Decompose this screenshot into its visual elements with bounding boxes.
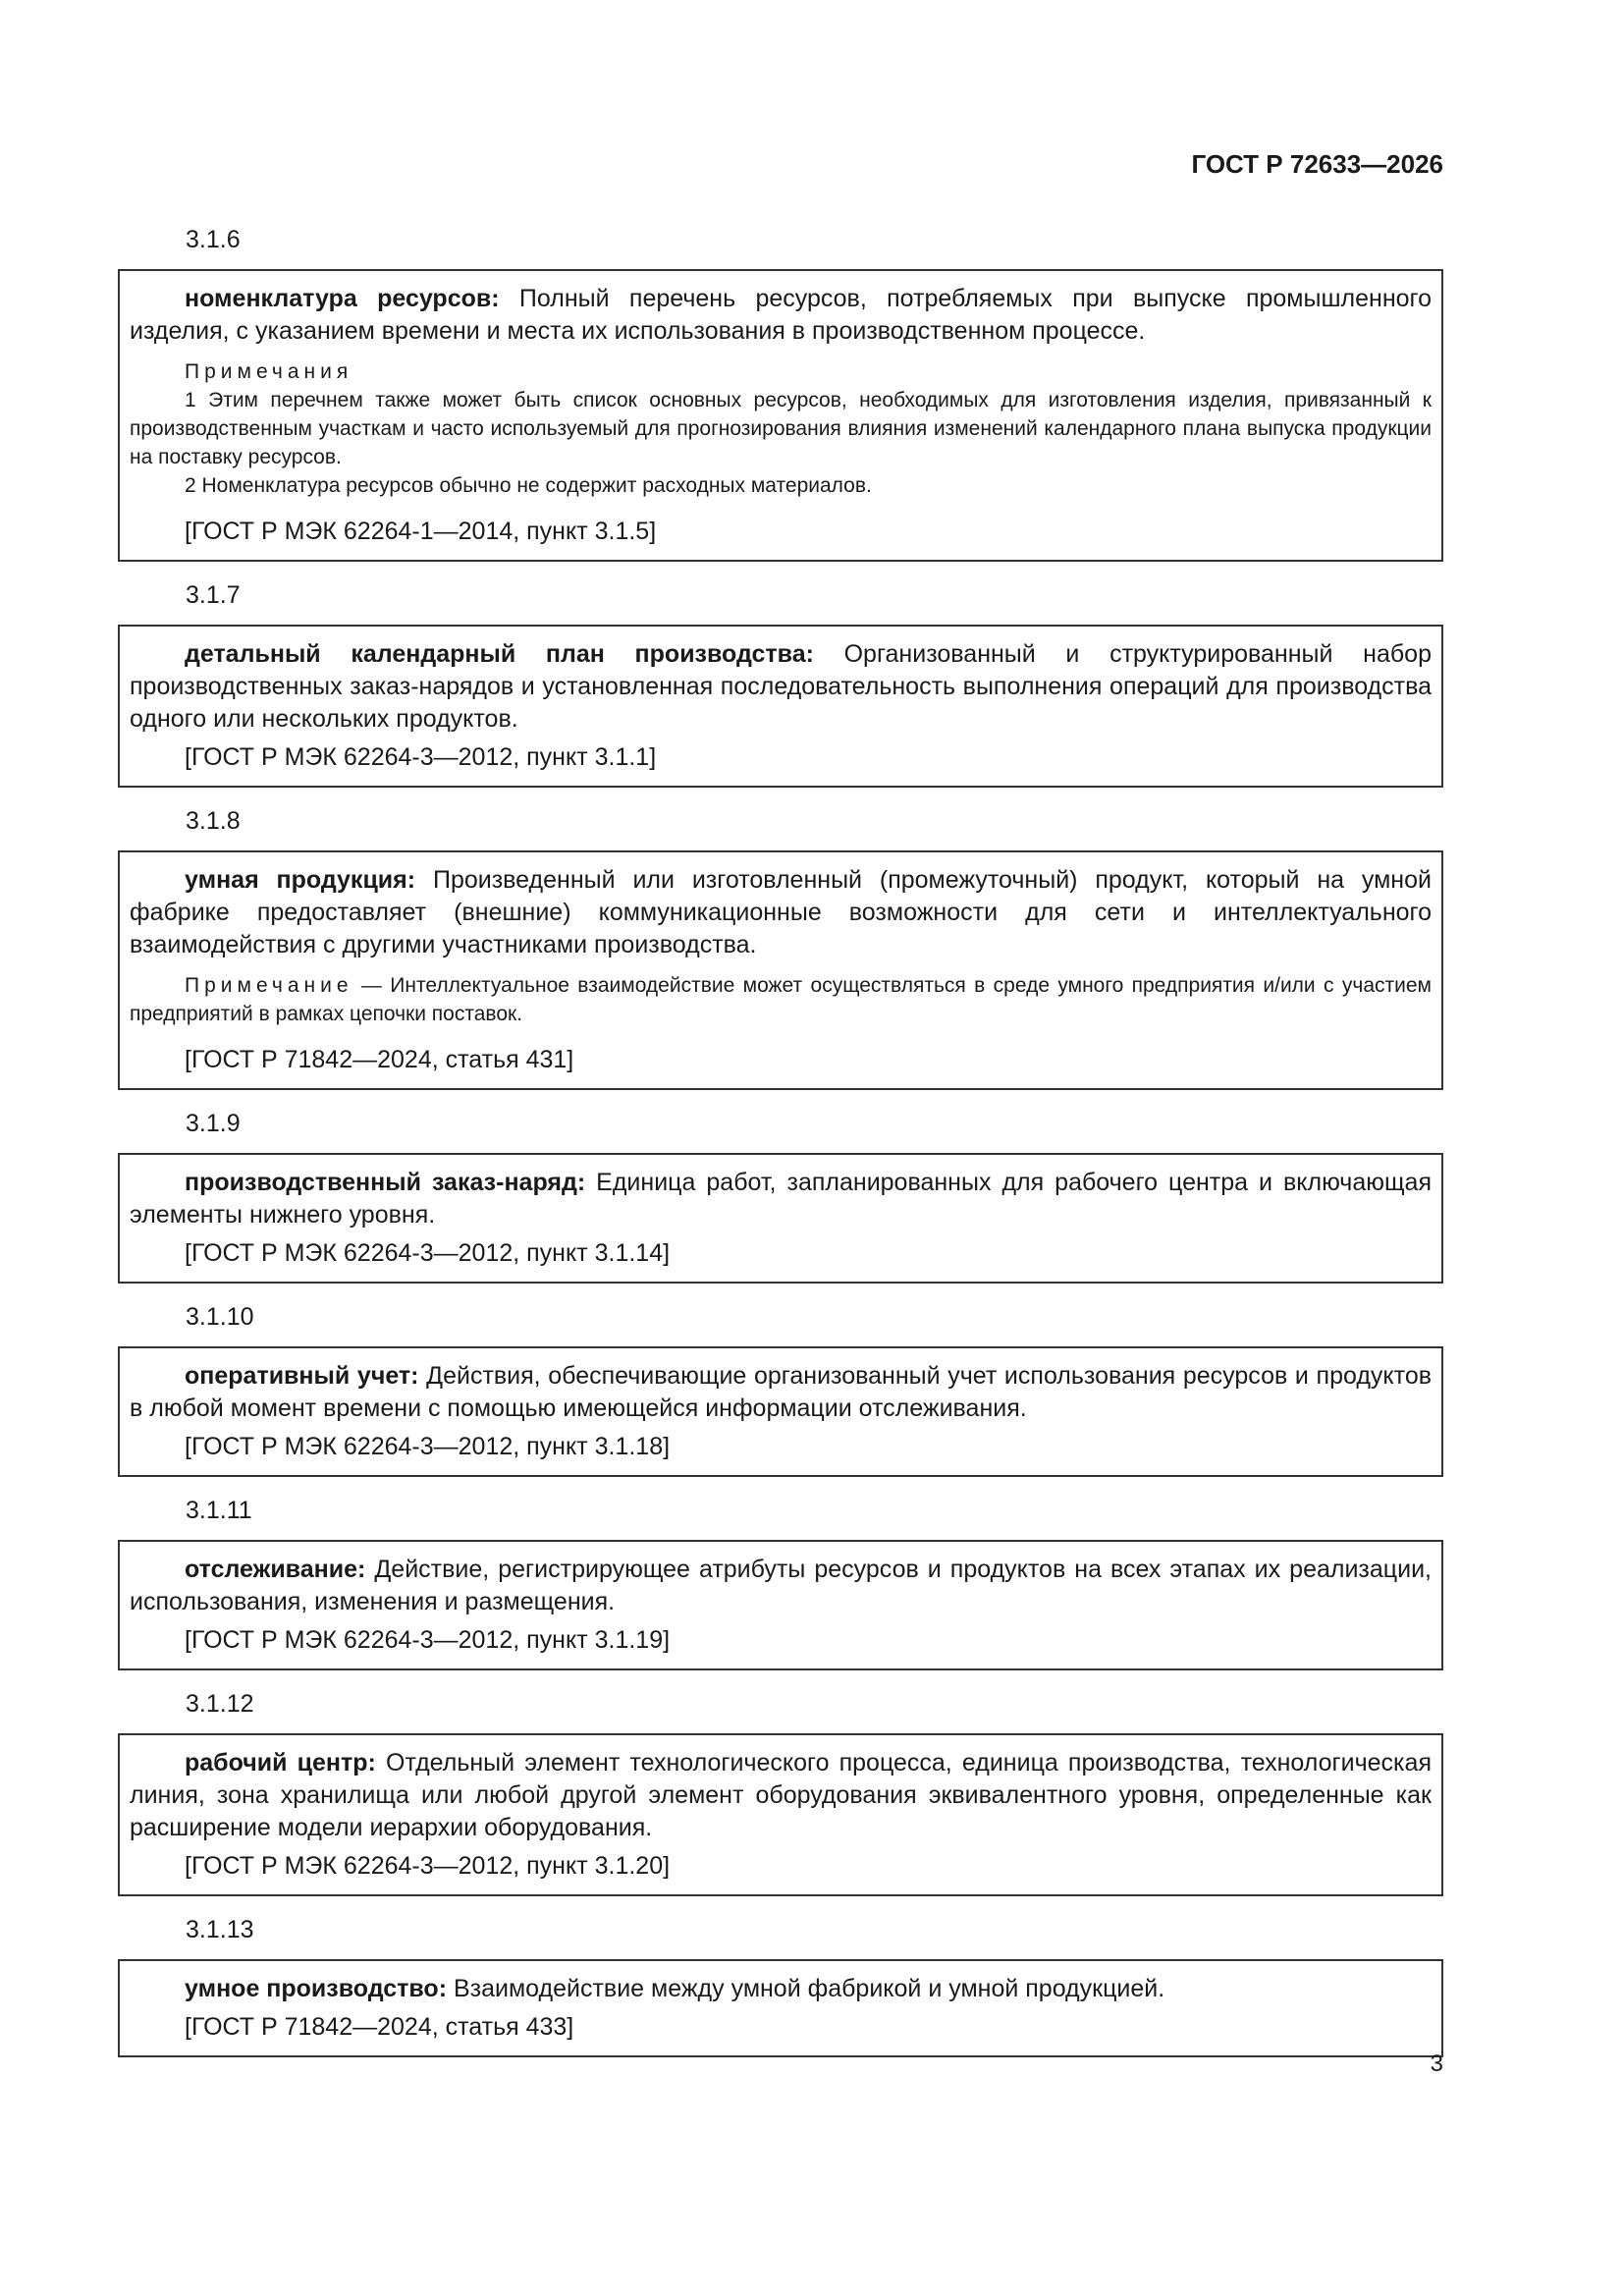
term: отслеживание: [185, 1556, 366, 1583]
terms-content [118, 224, 1443, 2075]
entry-number: 3.1.7 [186, 581, 241, 609]
definition [130, 864, 1432, 961]
term: рабочий центр: [185, 1749, 376, 1777]
note-label: Примечание [185, 974, 353, 997]
source-reference: [ГОСТ Р МЭК 62264-3—2012, пункт 3.1.1] [185, 743, 657, 771]
term: умная продукция: [185, 866, 416, 894]
definition-text: Действия, обеспечивающие организованный учет использования ресурсов и продуктов в любой момент времени с помощью имеющейся информации отслеживания. [130, 1362, 1432, 1422]
term-box [118, 1733, 1443, 1896]
definition [130, 1167, 1432, 1231]
source-reference: [ГОСТ Р МЭК 62264-3—2012, пункт 3.1.14] [185, 1239, 671, 1267]
note-item [130, 971, 1432, 1028]
term-box [118, 625, 1443, 788]
source-reference: [ГОСТ Р МЭК 62264-1—2014, пункт 3.1.5] [185, 518, 657, 545]
entry-number: 3.1.8 [186, 807, 241, 835]
term: производственный заказ-наряд: [185, 1169, 586, 1196]
term: оперативный учет: [185, 1362, 419, 1390]
entry-number: 3.1.13 [186, 1916, 254, 1943]
source-reference: [ГОСТ Р 71842—2024, статья 431] [185, 1046, 574, 1073]
notes-title: Примечания [185, 360, 353, 383]
term-box [118, 1346, 1443, 1477]
definition-text: Взаимодействие между умной фабрикой и умной продукцией. [447, 1975, 1165, 2002]
term: детальный календарный план производства: [185, 640, 814, 668]
notes [130, 357, 1432, 500]
term-box [118, 850, 1443, 1090]
source-reference: [ГОСТ Р МЭК 62264-3—2012, пункт 3.1.20] [185, 1852, 671, 1880]
definition [130, 1554, 1432, 1618]
definition [130, 1360, 1432, 1425]
source-reference: [ГОСТ Р 71842—2024, статья 433] [185, 2013, 574, 2041]
entry-number: 3.1.11 [186, 1497, 252, 1524]
term: номенклатура ресурсов: [185, 285, 500, 312]
term-box [118, 1153, 1443, 1284]
note-item: 2 Номенклатура ресурсов обычно не содержит расходных материалов. [185, 474, 872, 497]
entry-number: 3.1.10 [186, 1303, 254, 1331]
definition [130, 283, 1432, 348]
document-header: ГОСТ Р 72633—2026 [1191, 149, 1443, 179]
definition [130, 1747, 1432, 1844]
entry-number: 3.1.9 [186, 1110, 241, 1137]
definition [130, 1973, 1432, 2005]
source-reference: [ГОСТ Р МЭК 62264-3—2012, пункт 3.1.19] [185, 1626, 671, 1654]
note-item: 1 Этим перечнем также может быть список основных ресурсов, необходимых для изготовления изделия, привязанный к производственным участкам и часто используемый для прогнозирования влияния изменений календарного плана выпуска продукции на поставку ресурсов. [130, 389, 1432, 468]
entry-number: 3.1.6 [186, 226, 241, 253]
definition-text: Единица работ, запланированных для рабочего центра и включающая элементы нижнего уровня. [130, 1169, 1432, 1229]
definition-text: Действие, регистрирующее атрибуты ресурсов и продуктов на всех этапах их реализации, использования, изменения и размещения. [130, 1556, 1432, 1615]
definition [130, 638, 1432, 736]
term-box [118, 269, 1443, 562]
definition-text: Отдельный элемент технологического процесса, единица производства, технологическая линия, зона хранилища или любой другой элемент оборудования эквивалентного уровня, определенные как расширение модели иерархии оборудования. [130, 1749, 1432, 1841]
note-text: — Интеллектуальное взаимодействие может осуществляться в среде умного предприятия и/или с участием предприятий в рамках цепочки поставок. [130, 974, 1432, 1025]
entry-number: 3.1.12 [186, 1690, 254, 1718]
term: умное производство: [185, 1975, 448, 2002]
source-reference: [ГОСТ Р МЭК 62264-3—2012, пункт 3.1.18] [185, 1433, 671, 1460]
page-number: 3 [1430, 2050, 1443, 2077]
term-box [118, 1959, 1443, 2057]
definition-text: Произведенный или изготовленный (промежуточный) продукт, который на умной фабрике предоставляет (внешние) коммуникационные возможности для сети и интеллектуального взаимодействия с другими участниками производства. [130, 866, 1432, 958]
definition-text: Организованный и структурированный набор производственных заказ-нарядов и установленная последовательность выполнения операций для производства одного или нескольких продуктов. [130, 640, 1432, 733]
term-box [118, 1540, 1443, 1670]
definition-text: Полный перечень ресурсов, потребляемых при выпуске промышленного изделия, с указанием времени и места их использования в производственном процессе. [130, 285, 1432, 345]
notes [130, 971, 1432, 1028]
